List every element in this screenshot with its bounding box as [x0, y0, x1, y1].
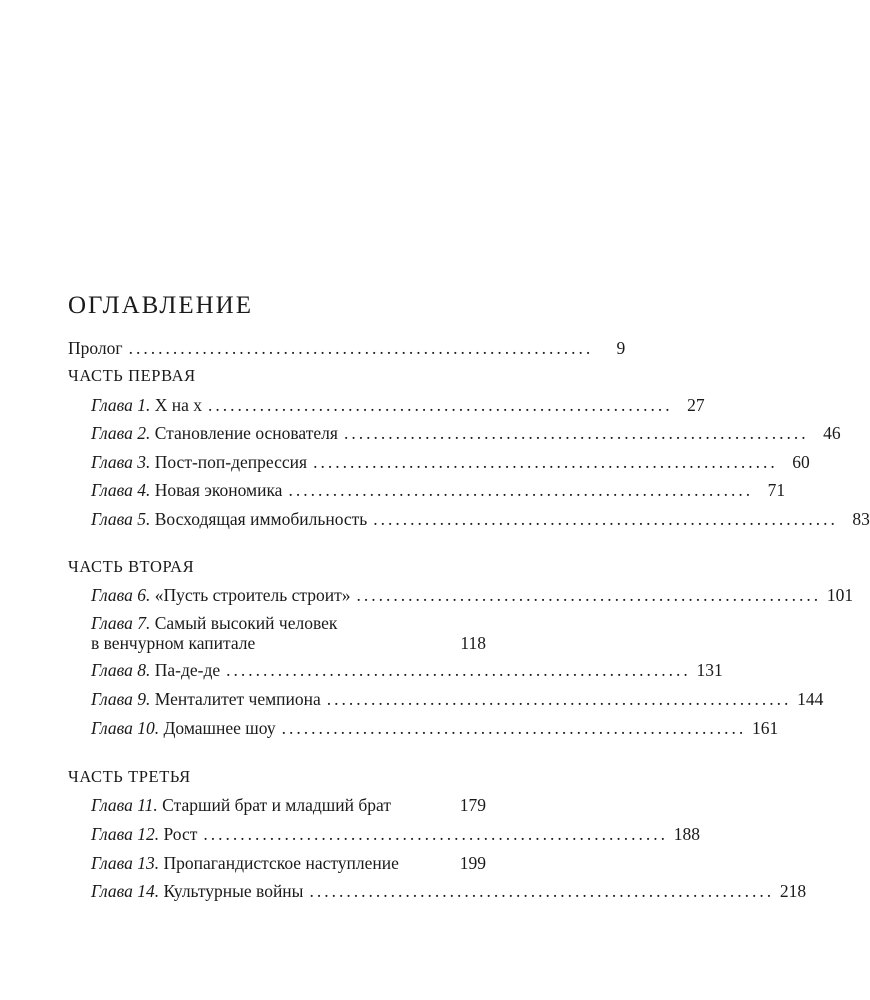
entry-title: «Пусть строитель строит» — [154, 585, 351, 605]
chapter-label: Глава 11. — [91, 795, 158, 815]
toc-entry-chapter-14[interactable] — [91, 880, 807, 902]
page-title: ОГЛАВЛЕНИЕ — [68, 292, 253, 319]
dot-leader: ............................................................... — [203, 824, 669, 844]
chapter-label: Глава 10. — [91, 718, 160, 738]
entry-page-number: 101 — [826, 585, 854, 605]
toc-entry-chapter-5[interactable] — [91, 508, 870, 530]
entry-page-number: 118 — [460, 633, 486, 653]
entry-page-number: 60 — [792, 452, 810, 472]
toc-entry-chapter-12[interactable] — [91, 823, 701, 845]
entry-title: Домашнее шоу — [163, 718, 276, 738]
toc-entry-chapter-11[interactable] — [91, 794, 486, 816]
entry-title: X на x — [154, 395, 203, 415]
chapter-label: Глава 3. — [91, 452, 151, 472]
entry-page-number: 179 — [459, 795, 486, 815]
entry-title: Менталитет чемпиона — [154, 689, 321, 709]
chapter-label: Глава 14. — [91, 881, 160, 901]
entry-page-number: 9 — [616, 338, 626, 358]
entry-page-number: 199 — [459, 853, 486, 873]
toc-entry-chapter-4[interactable] — [91, 479, 786, 501]
entry-title: Становление основателя — [154, 423, 338, 443]
dot-leader: ............................................................... — [313, 452, 778, 472]
chapter-label: Глава 1. — [91, 395, 151, 415]
dot-leader — [399, 852, 458, 874]
entry-page-number: 218 — [779, 881, 807, 901]
toc-entry-chapter-3[interactable] — [91, 451, 810, 473]
toc-entry-chapter-7[interactable] — [91, 632, 486, 654]
toc-entry-chapter-6[interactable] — [91, 584, 854, 606]
part-heading-3: ЧАСТЬ ТРЕТЬЯ — [68, 767, 191, 786]
toc-entry-chapter-9[interactable] — [91, 688, 824, 710]
dot-leader — [391, 794, 458, 816]
entry-page-number: 83 — [852, 509, 870, 529]
entry-page-number: 46 — [823, 423, 841, 443]
entry-title: Пост-поп-депрессия — [154, 452, 308, 472]
part-heading-1: ЧАСТЬ ПЕРВАЯ — [68, 366, 196, 385]
entry-title: Рост — [163, 824, 198, 844]
entry-title: Пролог — [68, 338, 123, 358]
entry-title: Новая экономика — [154, 480, 283, 500]
chapter-label: Глава 7. — [91, 613, 151, 633]
entry-title-continued: в венчурном капитале — [91, 633, 256, 653]
entry-title: Па-де-де — [154, 660, 221, 680]
dot-leader: ............................................................... — [128, 338, 594, 358]
entry-page-number: 144 — [797, 689, 824, 709]
toc-entry-chapter-8[interactable] — [91, 659, 723, 681]
entry-title: Восходящая иммобильность — [154, 509, 368, 529]
entry-title: Старший брат и младший брат — [162, 795, 391, 815]
dot-leader: ............................................................... — [288, 480, 754, 500]
chapter-label: Глава 6. — [91, 585, 151, 605]
chapter-label: Глава 2. — [91, 423, 151, 443]
dot-leader: ............................................................... — [281, 718, 747, 738]
toc-entry-chapter-10[interactable] — [91, 717, 779, 739]
toc-entry-prologue[interactable] — [68, 337, 626, 359]
entry-page-number: 161 — [752, 718, 779, 738]
chapter-label: Глава 4. — [91, 480, 151, 500]
chapter-label: Глава 13. — [91, 853, 160, 873]
entry-page-number: 27 — [687, 395, 705, 415]
entry-title: Пропагандистское наступление — [163, 853, 399, 873]
dot-leader: ............................................................... — [208, 395, 673, 415]
toc-entry-chapter-13[interactable] — [91, 852, 486, 874]
entry-page-number: 131 — [696, 660, 723, 680]
dot-leader: ............................................................... — [309, 881, 775, 901]
chapter-label: Глава 9. — [91, 689, 151, 709]
toc-entry-chapter-7-first-line[interactable] — [91, 612, 337, 634]
chapter-label: Глава 8. — [91, 660, 151, 680]
toc-entry-chapter-2[interactable] — [91, 422, 841, 444]
entry-page-number: 188 — [673, 824, 701, 844]
dot-leader: ............................................................... — [326, 689, 792, 709]
entry-title: Культурные войны — [163, 881, 304, 901]
chapter-label: Глава 5. — [91, 509, 151, 529]
dot-leader: ............................................................... — [343, 423, 809, 443]
entry-title: Самый высокий человек — [154, 613, 338, 633]
entry-page-number: 71 — [767, 480, 786, 500]
toc-entry-chapter-1[interactable] — [91, 394, 705, 416]
dot-leader — [255, 632, 458, 654]
part-heading-2: ЧАСТЬ ВТОРАЯ — [68, 557, 195, 576]
dot-leader: ............................................................... — [226, 660, 691, 680]
dot-leader: ............................................................... — [373, 509, 838, 529]
dot-leader: ............................................................... — [356, 585, 822, 605]
chapter-label: Глава 12. — [91, 824, 160, 844]
